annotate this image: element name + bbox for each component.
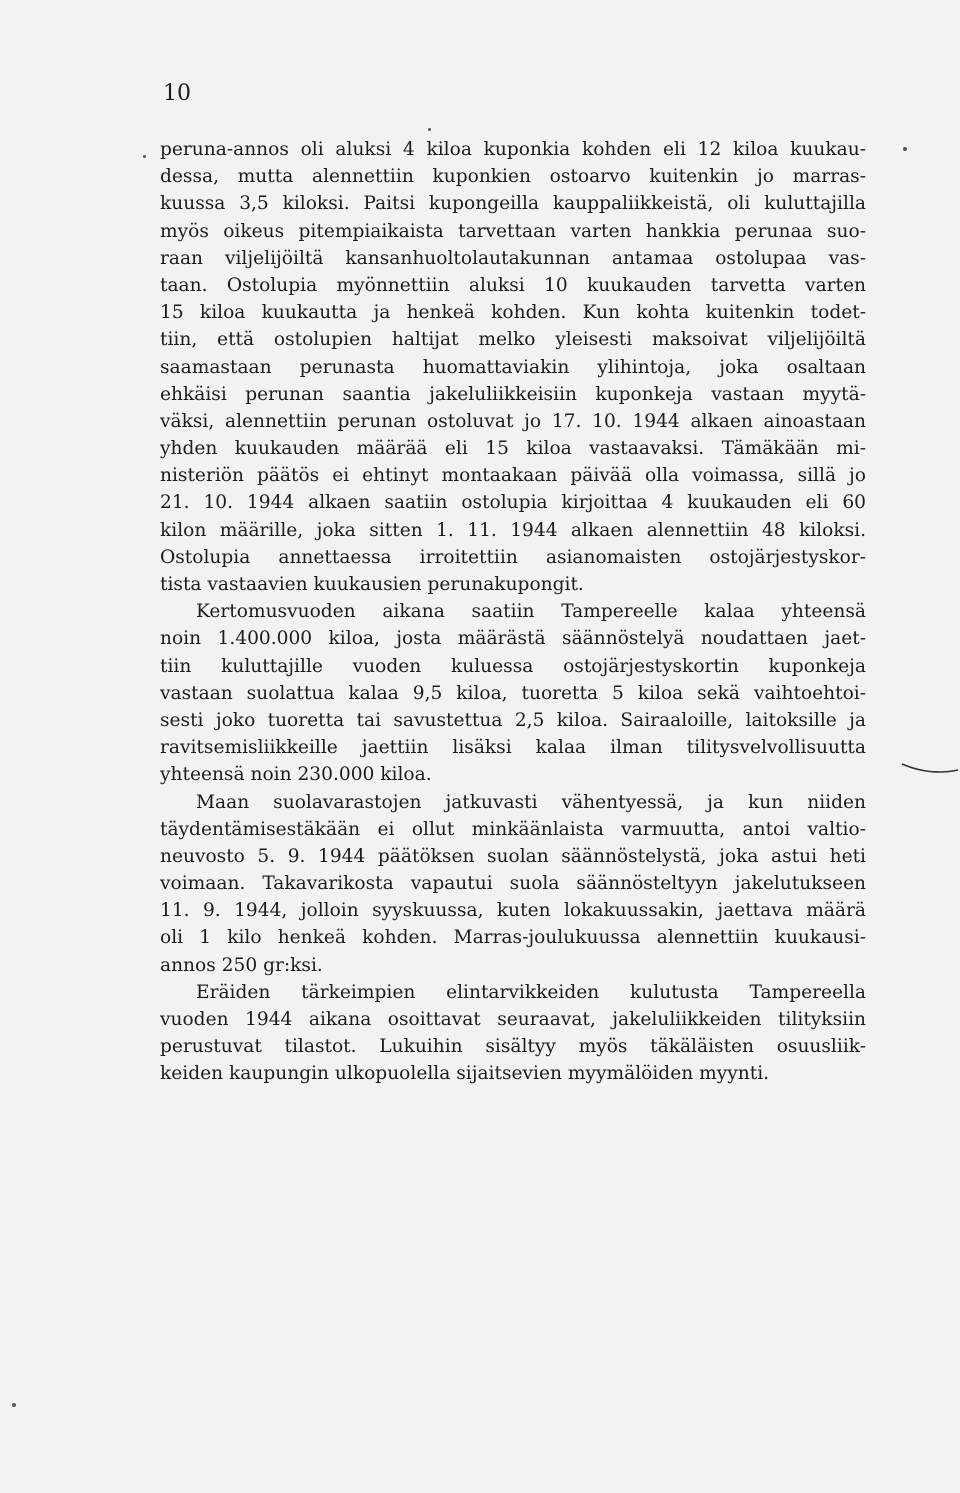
text-line: raan viljelijöiltä kansanhuoltolautakunnan antamaa ostolupaa vas- [160,247,866,269]
text-line: vuoden 1944 aikana osoittavat seuraavat, jakeluliikkeiden tilityksiin [160,1009,866,1030]
text-line: yhden kuukauden määrää eli 15 kiloa vastaavaksi. Tämäkään mi- [160,438,866,460]
text-line: voimaan. Takavarikosta vapautui suola säännösteltyyn jakelutukseen [160,873,866,895]
text-line: Ostolupia annettaessa irroitettiin asianomaisten ostojärjestyskor- [160,546,866,568]
text-line: 15 kiloa kuukautta ja henkeä kohden. Kun kohta kuitenkin todet- [160,302,866,324]
text-line: nisteriön päätös ei ehtinyt montaakaan päivää olla voimassa, sillä jo [160,465,866,487]
text-line: Maan suolavarastojen jatkuvasti vähentyessä, ja kun niiden [196,791,866,813]
scan-speck [143,155,146,158]
text-line: sesti joko tuoretta tai savustettua 2,5 kiloa. Sairaaloille, laitoksille ja [160,709,866,731]
text-line: Eräiden tärkeimpien elintarvikkeiden kulutusta Tampereella [196,981,866,1003]
page-number: 10 [163,81,191,106]
text-line: 11. 9. 1944, jolloin syyskuussa, kuten lokakuussakin, jaettava määrä [160,900,866,922]
text-line: annos 250 gr:ksi. [160,954,323,976]
text-line: oli 1 kilo henkeä kohden. Marras-joulukuussa alennettiin kuukausi- [160,927,866,949]
scan-speck [12,1403,16,1407]
text-line: kilon määrille, joka sitten 1. 11. 1944 alkaen alennettiin 48 kiloksi. [160,519,866,541]
text-line: väksi, alennettiin perunan ostoluvat jo 17. 10. 1944 alkaen ainoastaan [160,410,866,432]
paragraph-fish-rationing [160,598,866,788]
page-body [160,136,866,1088]
text-line: ehkäisi perunan saantia jakeluliikkeisiin kuponkeja vastaan myytä- [160,383,866,405]
paragraph-salt-rationing [160,789,866,979]
text-line: keiden kaupungin ulkopuolella sijaitsevien myymälöiden myynti. [160,1063,770,1085]
text-line: yhteensä noin 230.000 kiloa. [160,764,432,786]
text-line: Kertomusvuoden aikana saatiin Tampereelle kalaa yhteensä [196,601,866,623]
text-line: myös oikeus pitempiaikaista tarvettaan varten hankkia perunaa suo- [160,220,866,242]
text-line: vastaan suolattua kalaa 9,5 kiloa, tuoretta 5 kiloa sekä vaihtoehtoi- [160,682,866,704]
text-line: tiin, että ostolupien haltijat melko yleisesti maksoivat viljelijöiltä [160,329,866,351]
text-line: saamastaan perunasta huomattaviakin ylihintoja, joka osaltaan [160,356,866,378]
text-line: noin 1.400.000 kiloa, josta määrästä säännöstelyä noudattaen jaet- [160,628,866,650]
text-line: peruna-annos oli aluksi 4 kiloa kuponkia kohden eli 12 kiloa kuukau- [160,139,866,160]
text-line: tiin kuluttajille vuoden kuluessa ostojärjestyskortin kuponkeja [160,655,866,677]
text-line: neuvosto 5. 9. 1944 päätöksen suolan säännöstelystä, joka astui heti [160,845,866,867]
text-line: täydentämisestäkään ei ollut minkäänlaista varmuutta, antoi valtio- [160,818,866,840]
text-line: taan. Ostolupia myönnettiin aluksi 10 kuukauden tarvetta varten [160,274,866,296]
text-line: tista vastaavien kuukausien perunakupongit. [160,574,584,595]
text-line: 21. 10. 1944 alkaen saatiin ostolupia kirjoittaa 4 kuukauden eli 60 [160,492,866,514]
text-line: ravitsemisliikkeille jaettiin lisäksi kalaa ilman tilitysvelvollisuutta [160,737,866,759]
margin-ink-mark [900,760,960,780]
text-line: dessa, mutta alennettiin kuponkien ostoarvo kuitenkin jo marras- [160,166,866,188]
scan-speck [428,128,431,131]
paragraph-potato-rationing [160,136,866,598]
text-line: kuussa 3,5 kiloksi. Paitsi kupongeilla kauppaliikkeistä, oli kuluttajilla [160,193,866,215]
paragraph-consumption-statistics [160,979,866,1088]
text-line: perustuvat tilastot. Lukuihin sisältyy myös täkäläisten osuusliik- [160,1036,866,1058]
scan-speck [903,147,907,151]
